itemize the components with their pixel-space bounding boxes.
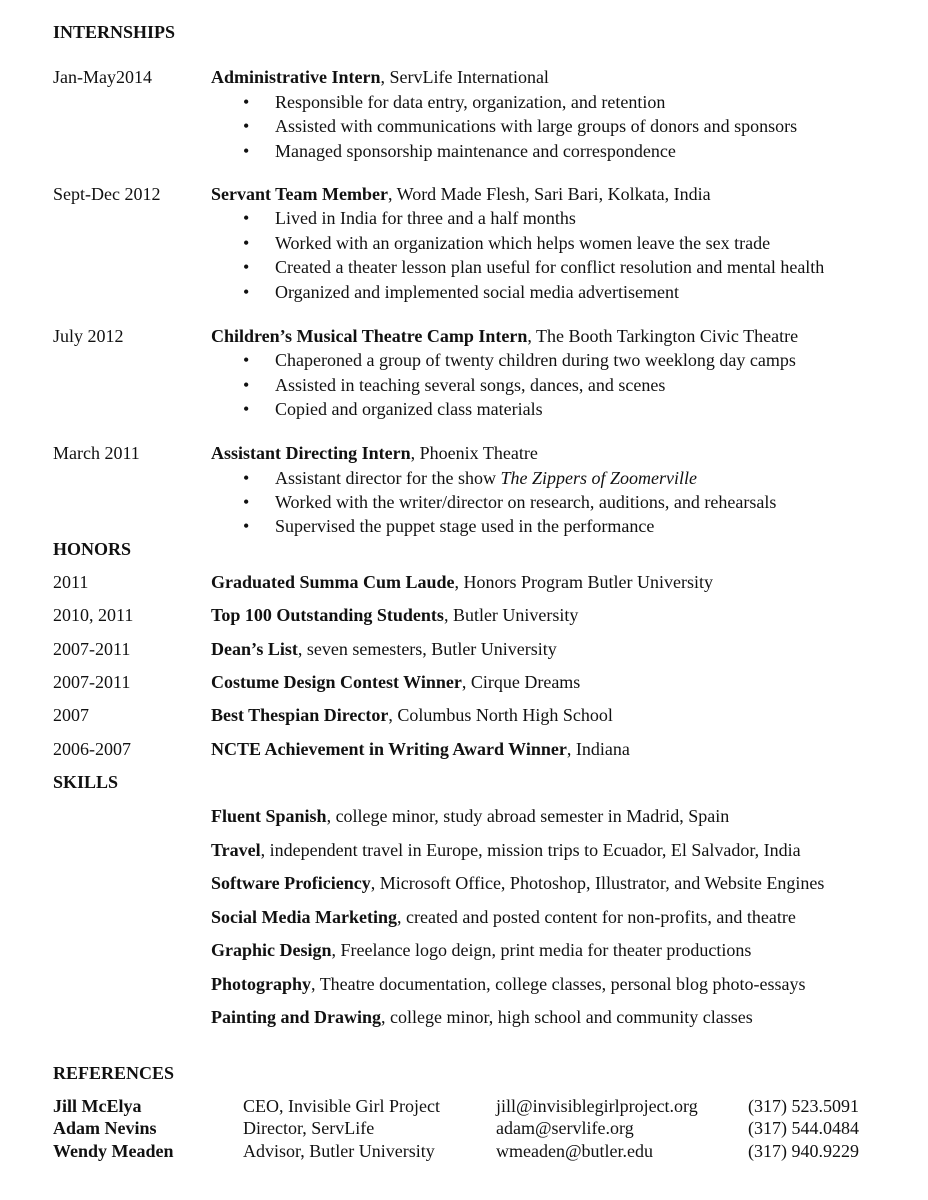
- skill-item: [211, 1007, 753, 1028]
- internship-org: , The Booth Tarkington Civic Theatre: [527, 326, 799, 346]
- internship-title: Children’s Musical Theatre Camp Intern: [211, 326, 528, 346]
- bullet-icon: •: [243, 92, 250, 112]
- honor-title: Costume Design Contest Winner: [211, 672, 462, 692]
- honor-date: 2011: [53, 572, 89, 592]
- honor-title: Top 100 Outstanding Students: [211, 605, 444, 625]
- bullet-icon: •: [243, 492, 250, 512]
- internship-bullet: Worked with the writer/director on research, auditions, and rehearsals: [275, 492, 777, 512]
- skill-item: [211, 907, 796, 928]
- bullet-icon: •: [243, 282, 250, 302]
- internship-title-line: [211, 184, 711, 205]
- honor-detail: , Columbus North High School: [388, 705, 613, 725]
- reference-title: Director, ServLife: [243, 1118, 375, 1138]
- skill-detail: , college minor, high school and community classes: [381, 1007, 753, 1027]
- bullet-icon: •: [243, 116, 250, 136]
- honor-title: Graduated Summa Cum Laude: [211, 572, 455, 592]
- internship-title-line: [211, 443, 538, 464]
- reference-name: Wendy Meaden: [53, 1141, 174, 1161]
- reference-name: Adam Nevins: [53, 1118, 157, 1138]
- skill-title: Social Media Marketing: [211, 907, 397, 927]
- skill-item: [211, 940, 751, 961]
- reference-email[interactable]: wmeaden@butler.edu: [496, 1141, 654, 1161]
- section-heading-internships: INTERNSHIPS: [53, 22, 176, 42]
- internship-date: Jan-May2014: [53, 67, 152, 87]
- internship-bullet: Copied and organized class materials: [275, 399, 543, 419]
- section-heading-skills: SKILLS: [53, 772, 119, 792]
- honor-detail: , seven semesters, Butler University: [297, 639, 557, 659]
- internship-bullet: Assisted with communications with large groups of donors and sponsors: [275, 116, 798, 136]
- internship-date: March 2011: [53, 443, 140, 463]
- internship-org: , Word Made Flesh, Sari Bari, Kolkata, India: [387, 184, 711, 204]
- bullet-icon: •: [243, 233, 250, 253]
- reference-title: Advisor, Butler University: [243, 1141, 435, 1161]
- internship-bullet: Managed sponsorship maintenance and correspondence: [275, 141, 676, 161]
- internship-date: Sept-Dec 2012: [53, 184, 161, 204]
- honor-date: 2010, 2011: [53, 605, 134, 625]
- internship-bullet: [275, 468, 697, 489]
- honor-item: [211, 605, 578, 626]
- reference-phone: (317) 544.0484: [748, 1118, 859, 1138]
- internship-title-line: [211, 326, 798, 347]
- skill-detail: , independent travel in Europe, mission trips to Ecuador, El Salvador, India: [260, 840, 801, 860]
- honor-detail: , Butler University: [443, 605, 579, 625]
- honor-item: [211, 672, 580, 693]
- internship-bullet: Worked with an organization which helps women leave the sex trade: [275, 233, 771, 253]
- reference-phone: (317) 523.5091: [748, 1096, 859, 1116]
- internship-title: Servant Team Member: [211, 184, 388, 204]
- reference-email[interactable]: adam@servlife.org: [496, 1118, 634, 1138]
- skill-title: Travel: [211, 840, 261, 860]
- honor-date: 2007-2011: [53, 672, 131, 692]
- reference-phone: (317) 940.9229: [748, 1141, 859, 1161]
- bullet-icon: •: [243, 516, 250, 536]
- skill-detail: , created and posted content for non-profits, and theatre: [396, 907, 796, 927]
- internship-bullet: Organized and implemented social media advertisement: [275, 282, 680, 302]
- bullet-icon: •: [243, 208, 250, 228]
- honor-item: [211, 572, 713, 593]
- bullet-icon: •: [243, 399, 250, 419]
- skill-detail: , college minor, study abroad semester in Madrid, Spain: [326, 806, 730, 826]
- bullet-icon: •: [243, 375, 250, 395]
- honor-title: Dean’s List: [211, 639, 298, 659]
- internship-bullet: Responsible for data entry, organization, and retention: [275, 92, 666, 112]
- internship-bullet: Assisted in teaching several songs, dances, and scenes: [275, 375, 666, 395]
- show-title: The Zippers of Zoomerville: [500, 468, 697, 488]
- skill-item: [211, 806, 729, 827]
- reference-name: Jill McElya: [53, 1096, 142, 1116]
- honor-title: NCTE Achievement in Writing Award Winner: [211, 739, 567, 759]
- bullet-text: Assistant director for the show: [275, 468, 501, 488]
- bullet-icon: •: [243, 141, 250, 161]
- bullet-icon: •: [243, 257, 250, 277]
- internship-bullet: Created a theater lesson plan useful for conflict resolution and mental health: [275, 257, 825, 277]
- internship-title: Administrative Intern: [211, 67, 381, 87]
- honor-detail: , Cirque Dreams: [461, 672, 581, 692]
- reference-title: CEO, Invisible Girl Project: [243, 1096, 440, 1116]
- skill-item: [211, 873, 824, 894]
- honor-date: 2007: [53, 705, 89, 725]
- honor-title: Best Thespian Director: [211, 705, 389, 725]
- reference-email[interactable]: jill@invisiblegirlproject.org: [496, 1096, 698, 1116]
- skill-title: Software Proficiency: [211, 873, 371, 893]
- honor-item: [211, 639, 557, 660]
- internship-title-line: [211, 67, 549, 88]
- bullet-icon: •: [243, 350, 250, 370]
- internship-bullet: Supervised the puppet stage used in the performance: [275, 516, 655, 536]
- section-heading-references: REFERENCES: [53, 1063, 175, 1083]
- internship-org: , Phoenix Theatre: [410, 443, 538, 463]
- skill-detail: , Theatre documentation, college classes, personal blog photo-essays: [311, 974, 806, 994]
- honor-date: 2007-2011: [53, 639, 131, 659]
- honor-date: 2006-2007: [53, 739, 131, 759]
- internship-org: , ServLife International: [380, 67, 549, 87]
- internship-bullet: Chaperoned a group of twenty children during two weeklong day camps: [275, 350, 796, 370]
- skill-title: Photography: [211, 974, 312, 994]
- skill-detail: , Freelance logo deign, print media for theater productions: [331, 940, 752, 960]
- internship-title: Assistant Directing Intern: [211, 443, 411, 463]
- skill-item: [211, 974, 806, 995]
- internship-date: July 2012: [53, 326, 124, 346]
- honor-item: [211, 705, 613, 726]
- honor-detail: , Indiana: [566, 739, 630, 759]
- skill-item: [211, 840, 801, 861]
- skill-title: Fluent Spanish: [211, 806, 327, 826]
- section-heading-honors: HONORS: [53, 539, 132, 559]
- bullet-icon: •: [243, 468, 250, 488]
- internship-bullet: Lived in India for three and a half months: [275, 208, 576, 228]
- skill-detail: , Microsoft Office, Photoshop, Illustrator, and Website Engines: [370, 873, 825, 893]
- honor-item: [211, 739, 630, 760]
- skill-title: Painting and Drawing: [211, 1007, 382, 1027]
- skill-title: Graphic Design: [211, 940, 332, 960]
- honor-detail: , Honors Program Butler University: [454, 572, 714, 592]
